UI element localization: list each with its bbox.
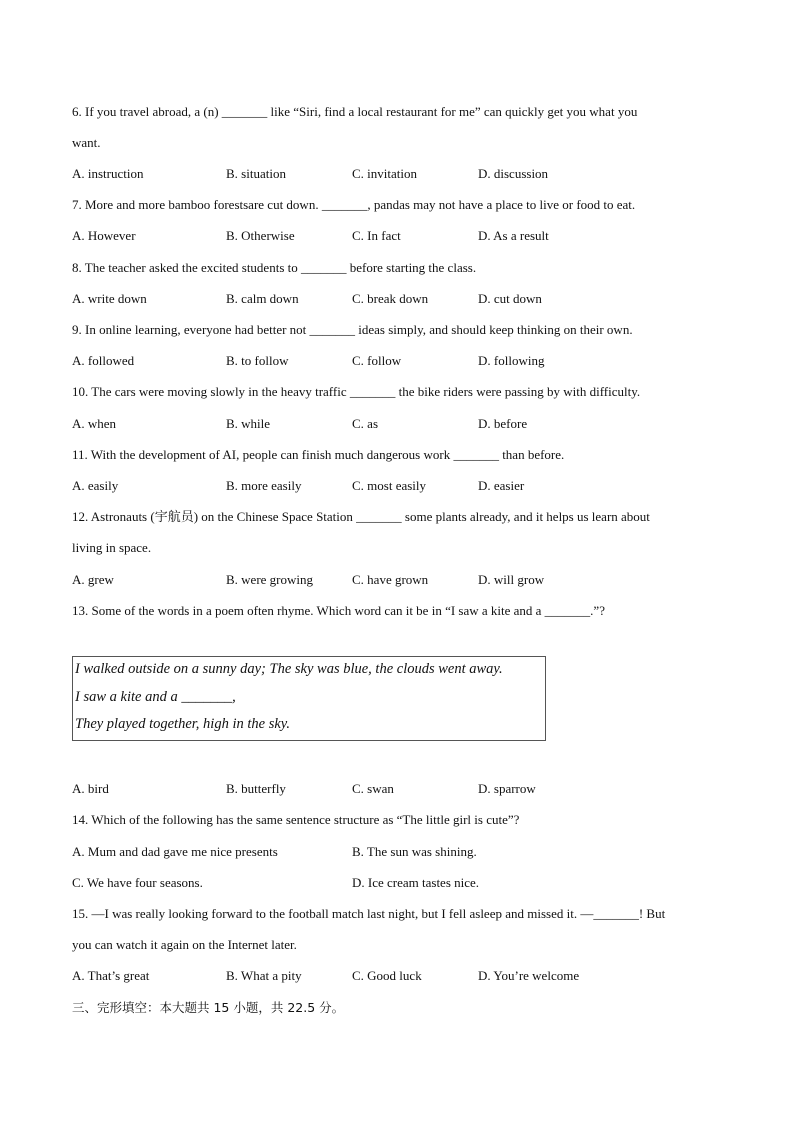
question-10-option-c: C. as [352, 416, 378, 431]
question-8-stem: 8. The teacher asked the excited students to _______ before starting the class. [72, 260, 477, 275]
question-13-option-c: C. swan [352, 781, 394, 796]
question-11-option-d: D. easier [478, 478, 525, 493]
question-7-option-b: B. Otherwise [226, 228, 295, 243]
question-11-option-c: C. most easily [352, 478, 427, 493]
section-title: 三、完形填空：本大题共 15 小题，共 22.5 分。 [72, 1000, 345, 1015]
question-12-option-d: D. will grow [478, 572, 545, 587]
question-8-option-c: C. break down [352, 291, 429, 306]
question-14-stem: 14. Which of the following has the same sentence structure as “The little girl is cute”? [72, 812, 520, 827]
poem-line-3: They played together, high in the sky. [75, 716, 291, 732]
question-10-stem: 10. The cars were moving slowly in the heavy traffic _______ the bike riders were passing by with difficulty. [72, 384, 641, 399]
question-14-option-d: D. Ice cream tastes nice. [352, 875, 480, 890]
question-6-option-a: A. instruction [72, 166, 144, 181]
question-6-option-c: C. invitation [352, 166, 417, 181]
question-15-stem-line-1: 15. —I was really looking forward to the football match last night, but I fell asleep and missed it. —_______! But [72, 906, 666, 921]
question-9-option-b: B. to follow [226, 353, 289, 368]
question-11-option-b: B. more easily [226, 478, 302, 493]
question-9-option-a: A. followed [72, 353, 135, 368]
question-15-stem-line-2: you can watch it again on the Internet later. [72, 937, 297, 952]
question-11-stem: 11. With the development of AI, people can finish much dangerous work _______ than before. [72, 447, 565, 462]
question-15-option-b: B. What a pity [226, 968, 302, 983]
question-14-option-a: A. Mum and dad gave me nice presents [72, 844, 278, 859]
poem-line-1: I walked outside on a sunny day; The sky was blue, the clouds went away. [75, 661, 503, 677]
poem-line-2: I saw a kite and a _______, [75, 689, 236, 705]
question-7-stem: 7. More and more bamboo forestsare cut down. _______, pandas may not have a place to live or food to eat. [72, 197, 636, 212]
question-14-option-c: C. We have four seasons. [72, 875, 203, 890]
question-14-option-b: B. The sun was shining. [352, 844, 477, 859]
question-9-option-c: C. follow [352, 353, 402, 368]
question-13-stem: 13. Some of the words in a poem often rhyme. Which word can it be in “I saw a kite and a _______.”? [72, 603, 605, 618]
question-15-option-a: A. That’s great [72, 968, 150, 983]
question-10-option-b: B. while [226, 416, 271, 431]
question-7-option-c: C. In fact [352, 228, 401, 243]
question-15-option-c: C. Good luck [352, 968, 422, 983]
question-8-option-d: D. cut down [478, 291, 542, 306]
question-12-option-a: A. grew [72, 572, 114, 587]
question-6-stem-line-2: want. [72, 135, 101, 150]
question-6-option-b: B. situation [226, 166, 286, 181]
question-11-option-a: A. easily [72, 478, 119, 493]
question-9-stem: 9. In online learning, everyone had better not _______ ideas simply, and should keep thinking on their own. [72, 322, 633, 337]
question-12-option-c: C. have grown [352, 572, 429, 587]
question-13-option-b: B. butterfly [226, 781, 286, 796]
question-15-option-d: D. You’re welcome [478, 968, 580, 983]
question-12-stem-line-1: 12. Astronauts (宇航员) on the Chinese Space Station _______ some plants already, and it helps us learn about [72, 509, 650, 524]
question-6-stem-line-1: 6. If you travel abroad, a (n) _______ like “Siri, find a local restaurant for me” can quickly get you what you [72, 104, 638, 119]
question-8-option-b: B. calm down [226, 291, 299, 306]
question-6-option-d: D. discussion [478, 166, 549, 181]
question-13-option-a: A. bird [72, 781, 109, 796]
question-10-option-d: D. before [478, 416, 528, 431]
question-10-option-a: A. when [72, 416, 117, 431]
question-12-stem-line-2: living in space. [72, 540, 152, 555]
question-13-option-d: D. sparrow [478, 781, 536, 796]
question-8-option-a: A. write down [72, 291, 147, 306]
question-7-option-d: D. As a result [478, 228, 549, 243]
question-12-option-b: B. were growing [226, 572, 314, 587]
question-7-option-a: A. However [72, 228, 136, 243]
poem-box [72, 656, 546, 741]
question-9-option-d: D. following [478, 353, 545, 368]
